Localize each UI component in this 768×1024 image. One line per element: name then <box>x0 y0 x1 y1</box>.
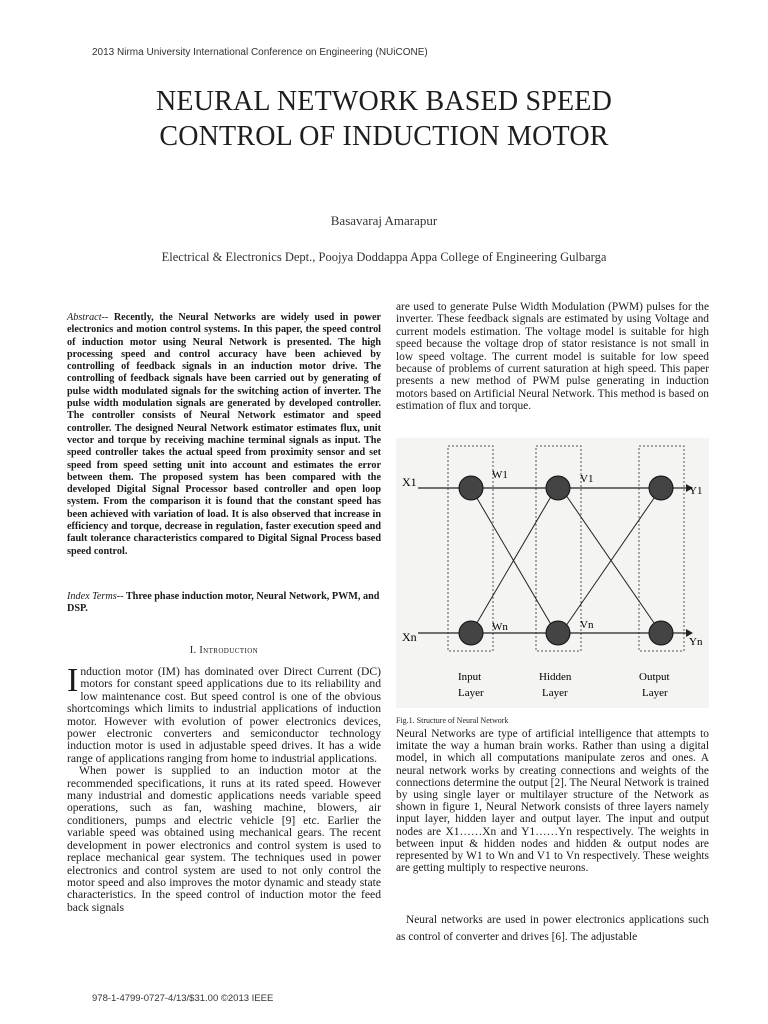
index-terms-text: Three phase induction motor, Neural Network, PWM, and DSP. <box>67 591 380 615</box>
author-affiliation: Electrical & Electronics Dept., Poojya Doddappa Appa College of Engineering Gulbarga <box>161 250 607 264</box>
introduction-body <box>67 662 381 914</box>
output-node-n <box>649 621 673 645</box>
hidden-node-n <box>546 621 570 645</box>
section-heading-introduction: I. Introduction <box>189 645 259 656</box>
output-layer-label-2: Layer <box>642 687 668 699</box>
index-terms <box>67 591 381 616</box>
figure-caption: Fig.1. Structure of Neural Network <box>396 716 509 725</box>
paper-title <box>60 84 708 154</box>
input-layer-label-2: Layer <box>458 687 484 699</box>
label-xn: Xn <box>402 630 417 644</box>
label-v1: V1 <box>580 473 594 485</box>
abstract-text: Recently, the Neural Networks are widely used in power electronics and motion control systems. In this paper, the speed control of induction motor using Neural Network is presented. The high processing speed and control accuracy have been achieved by controlling of feedback signals in an induction motor drive. The controlling of feedback signals have been carried out by generating of pulse width modulated signals for the switching action of inverter. The pulse width modulation signals are generated by developed controller. The controller consists of Neural Network estimator and speed controller. The designed Neural Network estimator estimates flux, unit vector and torque by receiving machine terminal signals as input. The speed controller takes the actual speed from proximity sensor and set speed from speed setting unit into account and estimates the error between them. The proposed system has been compared with the developed Digital Signal Processor based controller and open loop system. From the comparison it is found that the constant speed has been achieved with variation of load. It is also observed that increase in efficiency and torque, decrease in regulation, faster execution speed and fault tolerance characteristics compared to Digital Signal Process based speed control. <box>67 312 381 557</box>
input-node-1 <box>459 476 483 500</box>
label-vn: Vn <box>580 619 594 631</box>
drop-cap: I <box>67 662 79 699</box>
output-node-1 <box>649 476 673 500</box>
right-column-paragraph-2: Neural Networks are type of artificial intelligence that attempts to imitate the way a human brain works. Rather than using a digital model, in which all computations manipulate zeros and ones. A neural network works by creating connections and weights of the connections determine the output [2]. The Neural Network is trained by using single layer or multilayer structure of the Network as shown in figure 1, Neural Network consists of three layers namely input layer, hidden layer and output layer. The input and output nodes are X1……Xn and Y1……Yn respectively. The weights in between input & hidden nodes and hidden & output nodes are represented by W1 to Wn and V1 to Vn respectively. These weights are getting multiply to respective neurons. <box>396 728 709 875</box>
output-layer-label-1: Output <box>639 671 670 683</box>
label-x1: X1 <box>402 475 417 489</box>
hidden-layer-label-2: Layer <box>542 687 568 699</box>
abstract <box>67 312 381 558</box>
intro-paragraph-1: Induction motor (IM) has dominated over Direct Current (DC) motors for constant speed applications due to its reliability and low maintenance cost. But speed control is one of the obvious shortcomings which limits to industrial applications of induction motor. However with evolution of power electronics devices, power electronic converters and semiconductor technology induction motor is used in adjustable speed drives. It has a wide range of applications ranging from home to industrial applications. <box>67 662 381 765</box>
right-column-paragraph-3: Neural networks are used in power electronics applications such as control of converter and drives [6]. The adjustable <box>396 914 709 943</box>
label-w1: W1 <box>492 469 508 481</box>
abstract-label: Abstract-- <box>67 312 109 323</box>
author-name: Basavaraj Amarapur <box>330 213 438 228</box>
title-line-1: NEURAL NETWORK BASED SPEED <box>155 86 613 117</box>
index-terms-label: Index Terms-- <box>67 591 124 602</box>
neural-network-diagram <box>396 438 709 708</box>
input-node-n <box>459 621 483 645</box>
label-wn: Wn <box>492 621 508 633</box>
title-line-2: CONTROL OF INDUCTION MOTOR <box>159 121 609 152</box>
conference-header: 2013 Nirma University International Conference on Engineering (NUiCONE) <box>92 47 428 58</box>
neural-network-figure <box>396 438 709 708</box>
input-layer-label-1: Input <box>458 671 482 683</box>
copyright-footer: 978-1-4799-0727-4/13/$31.00 ©2013 IEEE <box>92 993 274 1004</box>
hidden-node-1 <box>546 476 570 500</box>
label-y1: Y1 <box>689 485 703 497</box>
intro-paragraph-2: When power is supplied to an induction motor at the recommended specifications, it runs at its rated speed. However many industrial and domestic applications needs variable speed operations, such as fan, washing machine, blowers, air conditioners, pumps and electric vehicle [9] etc. Earlier the variable speed was obtained using mechanical gears. The recent development in power electronics and control system is used to replace mechanical gear system. The techniques used in power electronics and control system are used to not only control the motor speed and also improves the motor dynamic and steady state characteristics. In the speed control of induction motor the feed back signals <box>67 764 381 914</box>
right-column-paragraph-1: are used to generate Pulse Width Modulation (PWM) pulses for the inverter. These feedback signals are estimated by using Voltage and current models estimation. The voltage model is suitable for high speed because the voltage drop of stator resistance is not small in low speed voltage. The current model is suitable for low speed because of problems of current saturation at high speed. This paper presents a new method of PWM pulse generating in induction motors based on Artificial Neural Network. This method is based on estimation of flux and torque. <box>396 301 709 413</box>
hidden-layer-label-1: Hidden <box>539 671 572 683</box>
label-yn: Yn <box>689 636 703 648</box>
